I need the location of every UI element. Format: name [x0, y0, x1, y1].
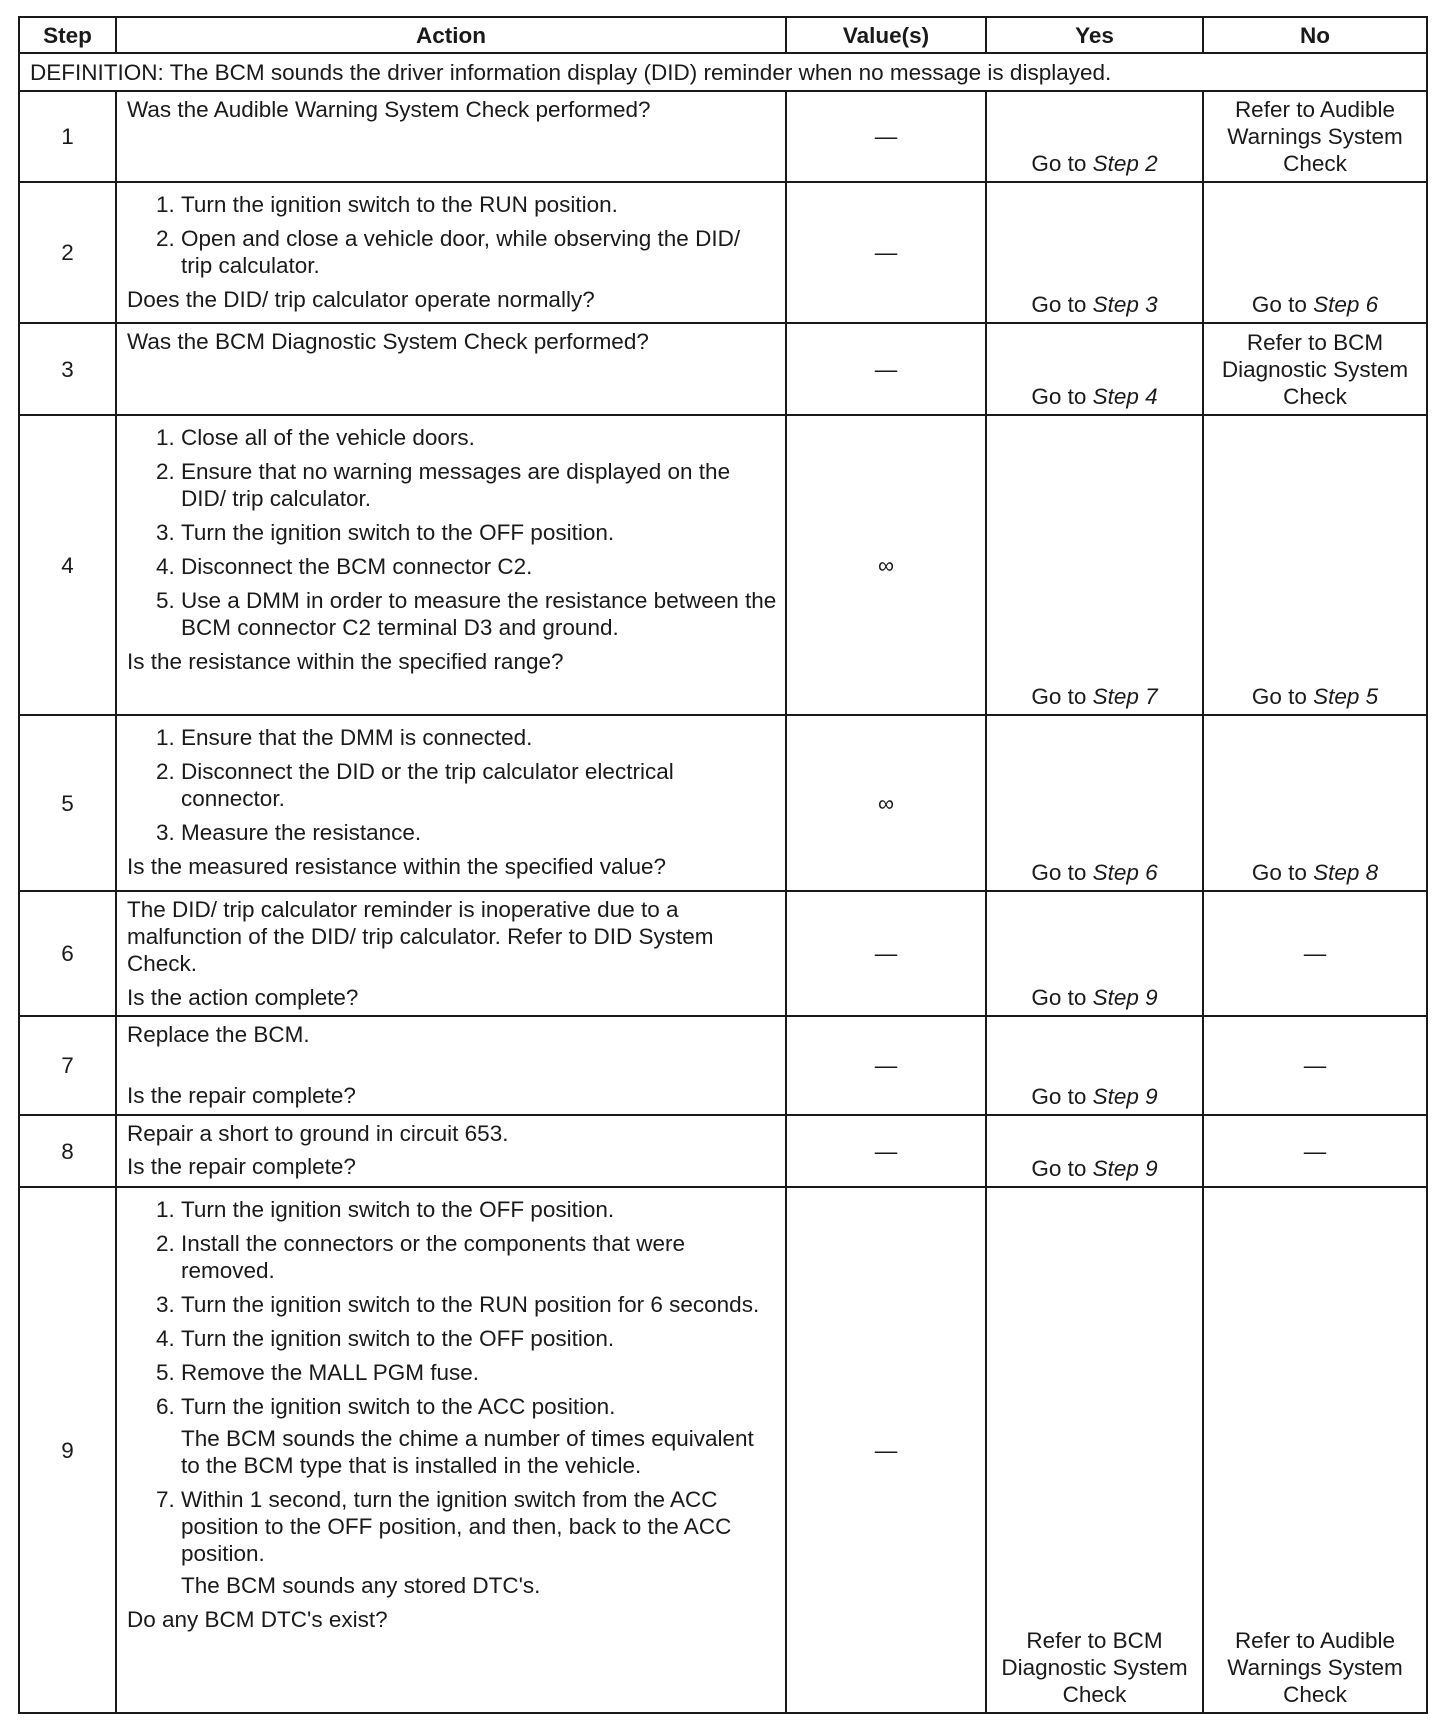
action-cell	[116, 891, 786, 1016]
action-item-text: Within 1 second, turn the ignition switch from the ACC position to the OFF position, and then, back to the ACC position.	[181, 1487, 732, 1566]
goto-step: Step 3	[1092, 292, 1158, 317]
goto-step: Step 8	[1313, 860, 1379, 885]
yes-cell	[986, 182, 1203, 323]
goto-link	[1031, 985, 1157, 1010]
yes-cell	[986, 415, 1203, 715]
no-cell: —	[1203, 891, 1427, 1016]
action-steps	[127, 1196, 777, 1599]
action-question: Was the Audible Warning System Check performed?	[127, 97, 651, 122]
goto-step: Step 5	[1313, 684, 1379, 709]
goto-link	[1031, 1084, 1157, 1109]
value-cell: —	[786, 323, 986, 415]
value-cell: —	[786, 91, 986, 182]
action-cell	[116, 323, 786, 415]
action-steps	[127, 424, 777, 641]
action-text: The DID/ trip calculator reminder is inoperative due to a malfunction of the DID/ trip calculator. Refer to DID System Check.	[127, 897, 714, 976]
goto-link	[1031, 860, 1157, 885]
yes-cell	[986, 891, 1203, 1016]
action-cell	[116, 1115, 786, 1187]
action-item: 1. Ensure that the DMM is connected.	[181, 724, 777, 751]
step-number: 2	[19, 182, 116, 323]
table-row	[19, 323, 1427, 415]
goto-prefix: Go to	[1031, 985, 1087, 1010]
value-cell: ∞	[786, 715, 986, 891]
table-row	[19, 182, 1427, 323]
value-cell: —	[786, 1016, 986, 1115]
goto-link	[1031, 1156, 1157, 1181]
table-row	[19, 1187, 1427, 1713]
no-cell: —	[1203, 1016, 1427, 1115]
action-item: 2. Install the connectors or the components that were removed.	[181, 1230, 777, 1284]
yes-cell	[986, 91, 1203, 182]
action-question: Is the action complete?	[127, 985, 359, 1010]
action-item: 2. Disconnect the DID or the trip calculator electrical connector.	[181, 758, 777, 812]
goto-prefix: Go to	[1031, 384, 1087, 409]
header-values: Value(s)	[786, 17, 986, 53]
goto-prefix: Go to	[1251, 684, 1307, 709]
goto-step: Step 6	[1092, 860, 1158, 885]
no-cell: —	[1203, 1115, 1427, 1187]
goto-prefix: Go to	[1031, 151, 1087, 176]
step-number: 7	[19, 1016, 116, 1115]
no-cell: Refer to Audible Warnings System Check	[1203, 91, 1427, 182]
action-item: 5. Remove the MALL PGM fuse.	[181, 1359, 777, 1386]
goto-step: Step 7	[1092, 684, 1158, 709]
goto-link	[1252, 292, 1378, 317]
value-cell: —	[786, 182, 986, 323]
step-number: 4	[19, 415, 116, 715]
definition-row	[19, 53, 1427, 91]
goto-step: Step 9	[1092, 985, 1158, 1010]
value-cell: —	[786, 1115, 986, 1187]
action-item	[181, 1393, 777, 1479]
yes-cell	[986, 323, 1203, 415]
action-cell	[116, 715, 786, 891]
action-question: Do any BCM DTC's exist?	[127, 1607, 388, 1632]
action-item: 2. Ensure that no warning messages are displayed on the DID/ trip calculator.	[181, 458, 777, 512]
no-cell	[1203, 715, 1427, 891]
action-item: 3. Turn the ignition switch to the OFF position.	[181, 519, 777, 546]
value-cell: —	[786, 891, 986, 1016]
action-item: 5. Use a DMM in order to measure the resistance between the BCM connector C2 terminal D3 and ground.	[181, 587, 777, 641]
table-row	[19, 891, 1427, 1016]
yes-cell	[986, 715, 1203, 891]
goto-step: Step 2	[1092, 151, 1158, 176]
goto-prefix: Go to	[1031, 860, 1087, 885]
goto-step: Step 4	[1092, 384, 1158, 409]
action-question: Was the BCM Diagnostic System Check performed?	[127, 329, 649, 354]
goto-link	[1031, 384, 1157, 409]
table-row	[19, 415, 1427, 715]
action-question: Is the measured resistance within the specified value?	[127, 854, 667, 879]
action-cell	[116, 182, 786, 323]
action-item: 3. Measure the resistance.	[181, 819, 777, 846]
goto-link	[1031, 684, 1157, 709]
value-cell: —	[786, 1187, 986, 1713]
goto-step: Step 6	[1313, 292, 1379, 317]
action-steps	[127, 191, 777, 279]
action-item: 3. Turn the ignition switch to the RUN position for 6 seconds.	[181, 1291, 777, 1318]
action-note: The BCM sounds any stored DTC's.	[181, 1573, 541, 1598]
action-item: 1. Close all of the vehicle doors.	[181, 424, 777, 451]
no-cell: Refer to Audible Warnings System Check	[1203, 1187, 1427, 1713]
step-number: 1	[19, 91, 116, 182]
yes-cell: Refer to BCM Diagnostic System Check	[986, 1187, 1203, 1713]
action-steps	[127, 724, 777, 846]
goto-prefix: Go to	[1251, 860, 1307, 885]
table-row	[19, 1016, 1427, 1115]
action-note: The BCM sounds the chime a number of times equivalent to the BCM type that is installed in the vehicle.	[181, 1426, 754, 1478]
no-cell: Refer to BCM Diagnostic System Check	[1203, 323, 1427, 415]
step-number: 3	[19, 323, 116, 415]
goto-prefix: Go to	[1031, 1084, 1087, 1109]
action-item: 4. Turn the ignition switch to the OFF position.	[181, 1325, 777, 1352]
action-cell	[116, 415, 786, 715]
table-row	[19, 1115, 1427, 1187]
action-question: Does the DID/ trip calculator operate normally?	[127, 287, 595, 312]
action-item: 4. Disconnect the BCM connector C2.	[181, 553, 777, 580]
header-step: Step	[19, 17, 116, 53]
no-cell	[1203, 182, 1427, 323]
action-text: Repair a short to ground in circuit 653.	[127, 1121, 509, 1146]
goto-step: Step 9	[1092, 1084, 1158, 1109]
step-number: 5	[19, 715, 116, 891]
no-cell	[1203, 415, 1427, 715]
goto-prefix: Go to	[1031, 1156, 1087, 1181]
action-cell	[116, 1016, 786, 1115]
goto-link	[1031, 151, 1157, 176]
diagnostic-table	[18, 16, 1428, 1714]
action-item: 2. Open and close a vehicle door, while observing the DID/ trip calculator.	[181, 225, 777, 279]
step-number: 8	[19, 1115, 116, 1187]
step-number: 9	[19, 1187, 116, 1713]
header-no: No	[1203, 17, 1427, 53]
action-cell	[116, 91, 786, 182]
action-item: 1. Turn the ignition switch to the RUN position.	[181, 191, 777, 218]
goto-link	[1252, 860, 1378, 885]
header-action: Action	[116, 17, 786, 53]
action-text: Replace the BCM.	[127, 1022, 310, 1047]
header-row	[19, 17, 1427, 53]
action-item: 1. Turn the ignition switch to the OFF position.	[181, 1196, 777, 1223]
goto-link	[1031, 292, 1157, 317]
yes-cell	[986, 1115, 1203, 1187]
goto-step: Step 9	[1092, 1156, 1158, 1181]
step-number: 6	[19, 891, 116, 1016]
action-item	[181, 1486, 777, 1599]
action-item-text: Turn the ignition switch to the ACC position.	[181, 1394, 616, 1419]
table-row	[19, 715, 1427, 891]
goto-prefix: Go to	[1031, 684, 1087, 709]
action-cell	[116, 1187, 786, 1713]
action-question: Is the repair complete?	[127, 1083, 356, 1108]
definition-text: DEFINITION: The BCM sounds the driver information display (DID) reminder when no message is displayed.	[19, 53, 1427, 91]
goto-prefix: Go to	[1031, 292, 1087, 317]
value-cell: ∞	[786, 415, 986, 715]
yes-cell	[986, 1016, 1203, 1115]
table-row	[19, 91, 1427, 182]
header-yes: Yes	[986, 17, 1203, 53]
action-question: Is the resistance within the specified range?	[127, 649, 564, 674]
goto-link	[1252, 684, 1378, 709]
document-page	[18, 16, 1426, 1714]
action-question: Is the repair complete?	[127, 1154, 356, 1179]
goto-prefix: Go to	[1251, 292, 1307, 317]
